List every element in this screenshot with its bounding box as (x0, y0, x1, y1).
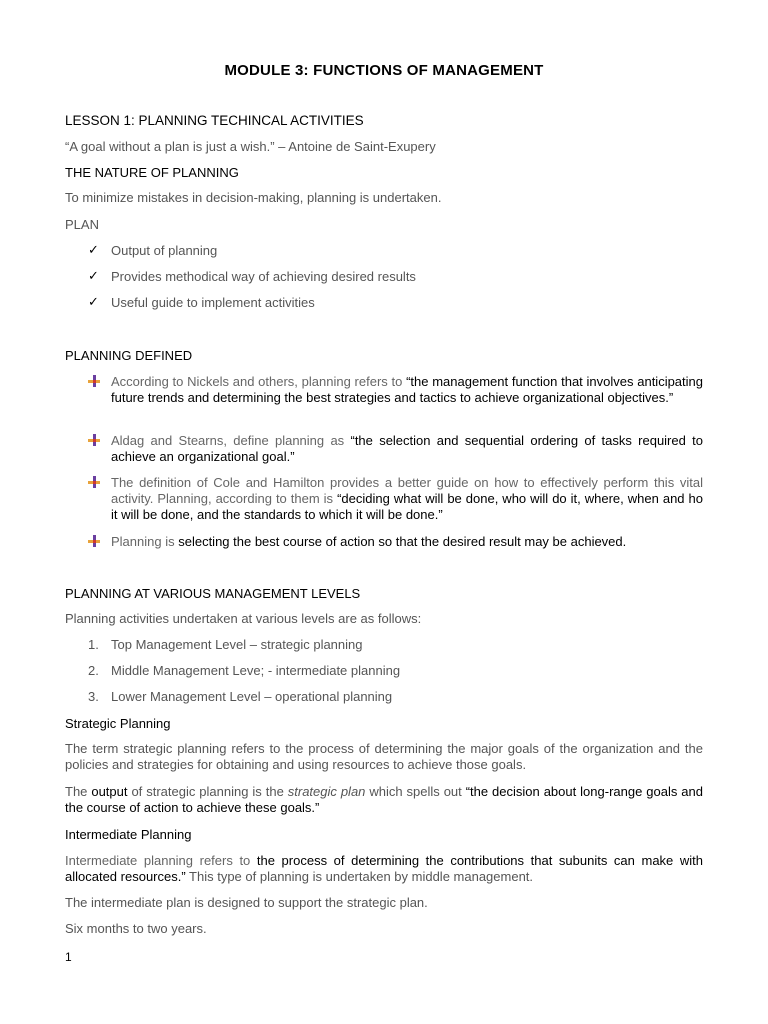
definition-paragraph: Planning is selecting the best course of action so that the desired result may be achieved. (111, 534, 627, 549)
nature-text: To minimize mistakes in decision-making, planning is undertaken. (65, 190, 442, 205)
quote: “A goal without a plan is just a wish.” – Antoine de Saint-Exupery (65, 139, 436, 154)
definition-paragraph: According to Nickels and others, planning refers to “the management function that involves anticipating future trends and determining the best strategies and tactics to achieve organizational objectives.” (111, 374, 703, 405)
levels-intro: Planning activities undertaken at various levels are as follows: (65, 611, 422, 626)
plan-item: Provides methodical way of achieving desired results (111, 269, 416, 284)
list-number: 3. (88, 689, 99, 704)
plan-item: Output of planning (111, 243, 218, 258)
strategic-text: The term strategic planning refers to the process of determining the major goals of the organization and the policies and strategies for obtaining and using resources to achieve those goals. (65, 741, 703, 772)
page-title: MODULE 3: FUNCTIONS OF MANAGEMENT (224, 62, 544, 79)
checkmark-icon: ✓ (88, 294, 99, 309)
intermediate-paragraph: Intermediate planning refers to the process of determining the contributions that subunits can make with allocated resources.” This type of planning is undertaken by middle management. (65, 853, 703, 884)
list-number: 1. (88, 637, 99, 652)
checkmark-icon: ✓ (88, 242, 99, 257)
checkmark-icon: ✓ (88, 268, 99, 283)
level-item: Top Management Level – strategic planning (111, 637, 363, 652)
list-number: 2. (88, 663, 99, 678)
defined-heading: PLANNING DEFINED (65, 348, 193, 363)
definition-paragraph: Aldag and Stearns, define planning as “the selection and sequential ordering of tasks required to achieve an organizational goal.” (111, 433, 703, 464)
lesson-heading: LESSON 1: PLANNING TECHINCAL ACTIVITIES (65, 113, 364, 128)
level-item: Lower Management Level – operational planning (111, 689, 393, 704)
nature-heading: THE NATURE OF PLANNING (65, 165, 239, 180)
four-arrow-bullet-icon (88, 434, 100, 446)
four-arrow-bullet-icon (88, 535, 100, 547)
levels-heading: PLANNING AT VARIOUS MANAGEMENT LEVELS (65, 586, 361, 601)
intermediate-duration: Six months to two years. (65, 921, 207, 936)
strategic-heading: Strategic Planning (65, 716, 171, 731)
page-number: 1 (65, 950, 72, 964)
intermediate-support: The intermediate plan is designed to support the strategic plan. (65, 895, 428, 910)
plan-label: PLAN (65, 217, 99, 232)
definition-paragraph: The definition of Cole and Hamilton provides a better guide on how to effectively perform this vital activity. Planning, according to them is “deciding what will be done, who will do it, where, when and ho it will be done, and the standards to which it will be done.” (111, 475, 703, 522)
plan-item: Useful guide to implement activities (111, 295, 315, 310)
output-paragraph: The output of strategic planning is the strategic plan which spells out “the decision about long-range goals and the course of action to achieve these goals.” (65, 784, 703, 815)
four-arrow-bullet-icon (88, 375, 100, 387)
intermediate-heading: Intermediate Planning (65, 827, 192, 842)
level-item: Middle Management Leve; - intermediate planning (111, 663, 401, 678)
four-arrow-bullet-icon (88, 476, 100, 488)
